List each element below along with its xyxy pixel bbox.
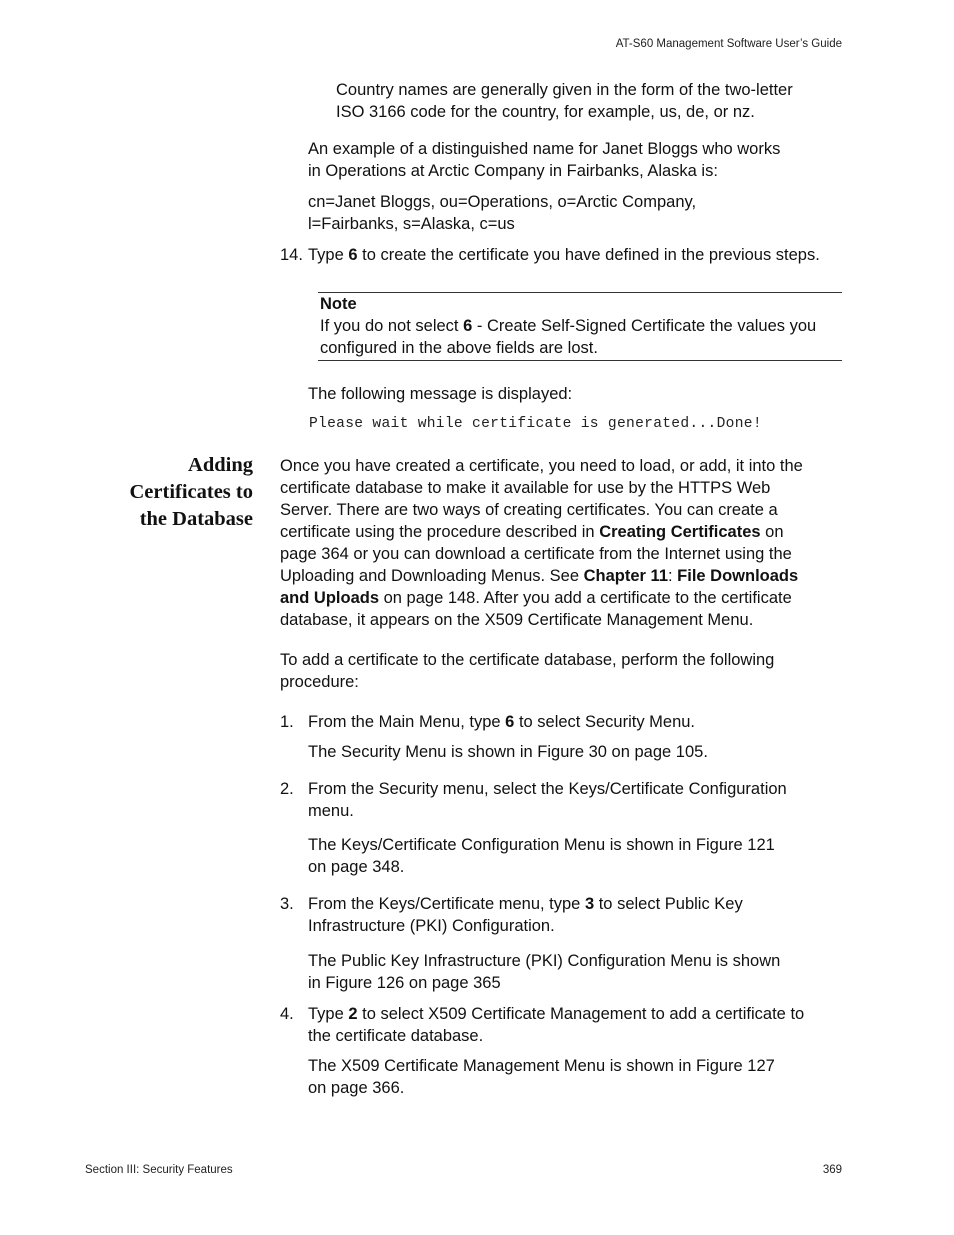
step-number: 14. bbox=[280, 246, 303, 264]
cross-reference: File Downloads bbox=[677, 567, 799, 585]
step-text: to select X509 Certificate Management to add a certificate to bbox=[357, 1005, 805, 1023]
text-line: Once you have created a certificate, you need to load, or add, it into the bbox=[280, 457, 803, 475]
text-line: An example of a distinguished name for Janet Bloggs who works bbox=[308, 140, 781, 158]
text-line: certificate database to make it available for use by the HTTPS Web bbox=[280, 479, 771, 497]
step-text: From the Security menu, select the Keys/Certificate Configuration bbox=[308, 780, 787, 798]
text-line: in Figure 126 on page 365 bbox=[308, 974, 501, 992]
text-span: : bbox=[668, 567, 678, 585]
text-line: Country names are generally given in the form of the two-letter bbox=[336, 81, 793, 99]
step-text: From the Keys/Certificate menu, type bbox=[308, 895, 585, 913]
step-number: 4. bbox=[280, 1005, 294, 1023]
text-line: l=Fairbanks, s=Alaska, c=us bbox=[308, 215, 515, 233]
footer-section: Section III: Security Features bbox=[85, 1164, 233, 1176]
note-text: - Create Self-Signed Certificate the values you bbox=[472, 317, 817, 335]
step-text: to create the certificate you have defined in the previous steps. bbox=[357, 246, 820, 264]
text-line: ISO 3166 code for the country, for example, us, de, or nz. bbox=[336, 103, 755, 121]
text-line: Server. There are two ways of creating certificates. You can create a bbox=[280, 501, 778, 519]
step-number: 1. bbox=[280, 713, 294, 731]
step-3-result bbox=[308, 950, 780, 994]
step-text: Type bbox=[308, 246, 349, 264]
step-2 bbox=[308, 778, 787, 822]
text-span: on page 148. After you add a certificate to the certificate bbox=[379, 589, 792, 607]
text-line: To add a certificate to the certificate database, perform the following bbox=[280, 651, 775, 669]
note-text: configured in the above fields are lost. bbox=[320, 339, 598, 357]
text-span: on bbox=[760, 523, 784, 541]
step-text: menu. bbox=[308, 802, 354, 820]
running-header: AT-S60 Management Software User’s Guide bbox=[615, 38, 842, 50]
text-span: certificate using the procedure described in bbox=[280, 523, 600, 541]
step-4-result bbox=[308, 1055, 775, 1099]
step-number: 2. bbox=[280, 780, 294, 798]
step-text: to select Public Key bbox=[594, 895, 743, 913]
cross-reference: Chapter 11 bbox=[583, 567, 668, 585]
heading-line: Adding bbox=[188, 454, 253, 476]
step-key: 3 bbox=[584, 895, 595, 913]
note-text: If you do not select bbox=[320, 317, 464, 335]
text-line: on page 348. bbox=[308, 858, 405, 876]
step-key: 6 bbox=[505, 713, 515, 731]
section-heading bbox=[129, 452, 253, 533]
text-line: on page 366. bbox=[308, 1079, 405, 1097]
step-text: Type bbox=[308, 1005, 349, 1023]
note-bottom-rule bbox=[318, 360, 842, 361]
text-line: The Public Key Infrastructure (PKI) Configuration Menu is shown bbox=[308, 952, 781, 970]
message-intro: The following message is displayed: bbox=[308, 385, 573, 403]
step-key: 6 bbox=[348, 246, 358, 264]
country-note bbox=[336, 79, 793, 123]
step-text: to select Security Menu. bbox=[514, 713, 696, 731]
text-line: database, it appears on the X509 Certificate Management Menu. bbox=[280, 611, 754, 629]
heading-line: Certificates to bbox=[129, 481, 253, 503]
step-14 bbox=[308, 244, 820, 266]
text-line: cn=Janet Bloggs, ou=Operations, o=Arctic Company, bbox=[308, 193, 697, 211]
text-line: procedure: bbox=[280, 673, 359, 691]
heading-line: the Database bbox=[139, 508, 253, 530]
step-1 bbox=[308, 711, 695, 733]
text-span: Uploading and Downloading Menus. See bbox=[280, 567, 584, 585]
step-3 bbox=[308, 893, 743, 937]
dn-example-intro bbox=[308, 138, 780, 182]
text-line: in Operations at Arctic Company in Fairbanks, Alaska is: bbox=[308, 162, 718, 180]
note-title: Note bbox=[320, 295, 357, 313]
message-code: Please wait while certificate is generated...Done! bbox=[309, 416, 762, 432]
note-box bbox=[320, 293, 816, 359]
step-number: 3. bbox=[280, 895, 294, 913]
cross-reference: and Uploads bbox=[280, 589, 380, 607]
step-4 bbox=[308, 1003, 804, 1047]
section-paragraph bbox=[280, 455, 803, 631]
step-key: 2 bbox=[348, 1005, 358, 1023]
cross-reference: Creating Certificates bbox=[599, 523, 761, 541]
step-text: the certificate database. bbox=[308, 1027, 484, 1045]
step-1-result: The Security Menu is shown in Figure 30 on page 105. bbox=[308, 743, 708, 761]
text-line: page 364 or you can download a certificate from the Internet using the bbox=[280, 545, 792, 563]
step-text: Infrastructure (PKI) Configuration. bbox=[308, 917, 555, 935]
step-2-result bbox=[308, 834, 775, 878]
dn-example bbox=[308, 191, 696, 235]
procedure-intro bbox=[280, 649, 774, 693]
text-line: The X509 Certificate Management Menu is shown in Figure 127 bbox=[308, 1057, 775, 1075]
note-key: 6 bbox=[463, 317, 473, 335]
text-line: The Keys/Certificate Configuration Menu is shown in Figure 121 bbox=[308, 836, 775, 854]
page-number: 369 bbox=[822, 1164, 842, 1176]
step-text: From the Main Menu, type bbox=[308, 713, 506, 731]
